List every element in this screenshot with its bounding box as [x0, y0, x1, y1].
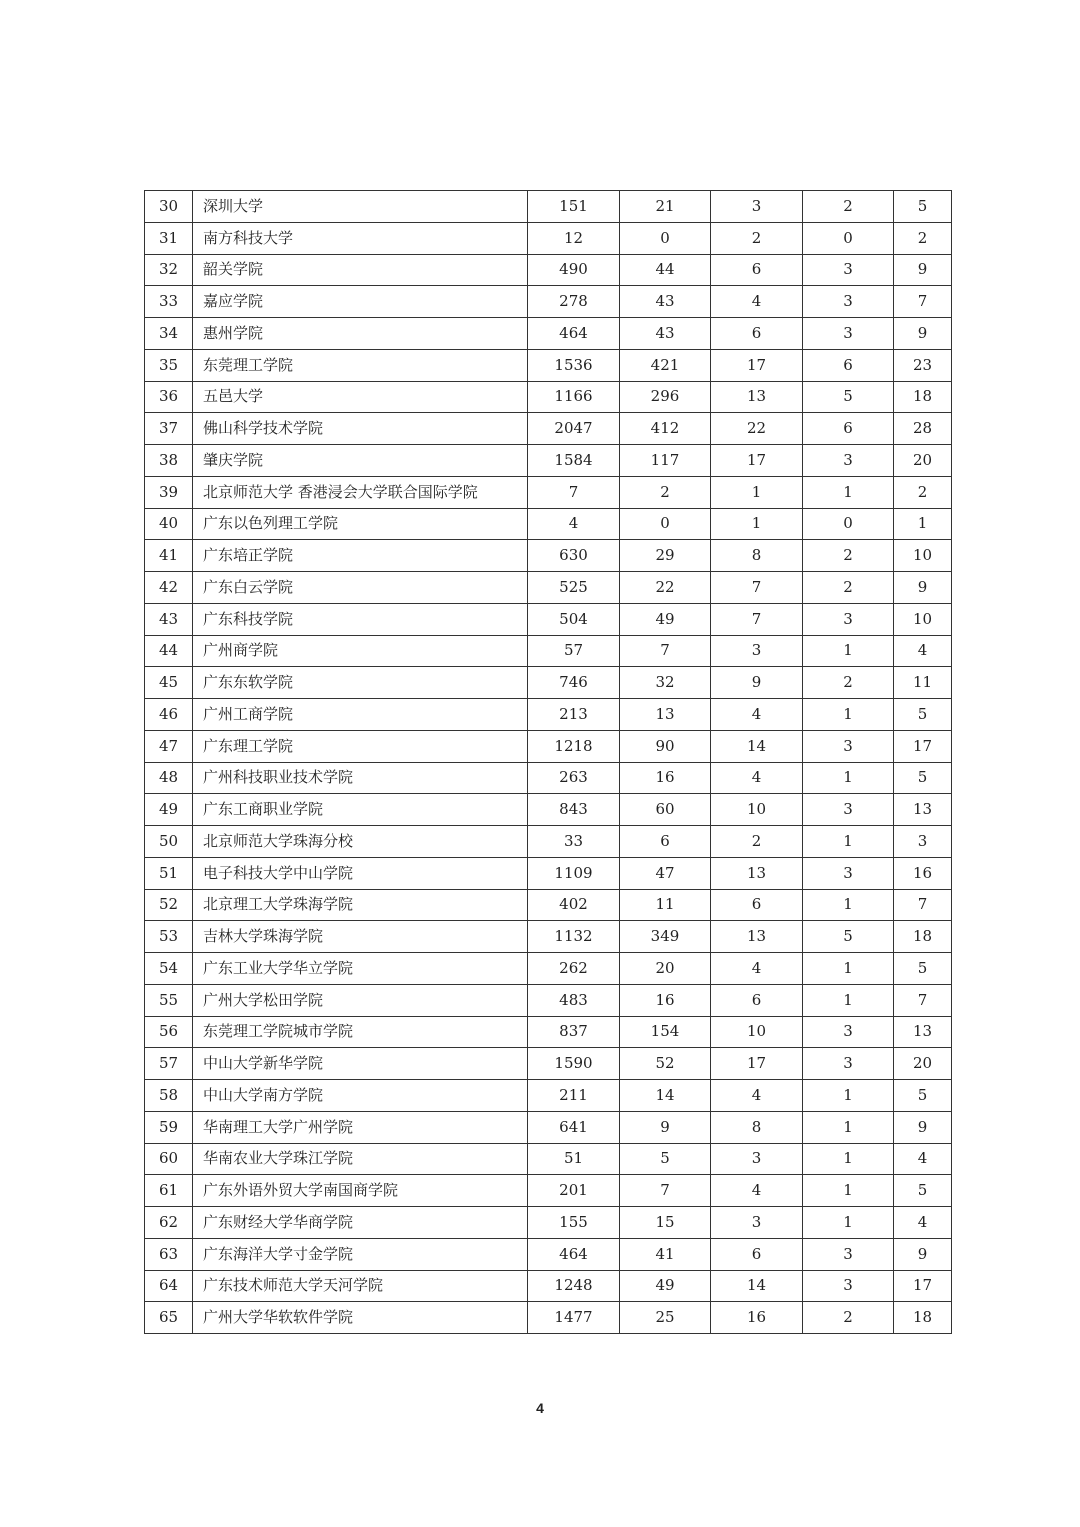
value-c-cell: 4	[711, 699, 803, 731]
table-body	[145, 191, 952, 1334]
institution-name-cell: 佛山科学技术学院	[193, 413, 528, 445]
value-d-cell: 1	[803, 1111, 894, 1143]
value-c-cell: 6	[711, 889, 803, 921]
value-b-cell: 41	[620, 1238, 711, 1270]
row-index-cell: 40	[145, 508, 193, 540]
value-b-cell: 0	[620, 222, 711, 254]
table-row	[145, 572, 952, 604]
value-d-cell: 3	[803, 857, 894, 889]
value-c-cell: 17	[711, 1048, 803, 1080]
value-total-cell: 16	[894, 857, 952, 889]
institution-name-cell: 吉林大学珠海学院	[193, 921, 528, 953]
value-a-cell: 1248	[528, 1270, 620, 1302]
value-c-cell: 6	[711, 254, 803, 286]
table-row	[145, 1270, 952, 1302]
value-d-cell: 3	[803, 286, 894, 318]
value-d-cell: 6	[803, 349, 894, 381]
value-d-cell: 1	[803, 826, 894, 858]
value-a-cell: 483	[528, 984, 620, 1016]
value-d-cell: 3	[803, 318, 894, 350]
value-a-cell: 402	[528, 889, 620, 921]
institution-name-cell: 广东财经大学华商学院	[193, 1207, 528, 1239]
value-total-cell: 9	[894, 318, 952, 350]
value-a-cell: 630	[528, 540, 620, 572]
table-row	[145, 1016, 952, 1048]
value-total-cell: 18	[894, 381, 952, 413]
value-d-cell: 1	[803, 1080, 894, 1112]
table-row	[145, 826, 952, 858]
row-index-cell: 37	[145, 413, 193, 445]
value-total-cell: 18	[894, 1302, 952, 1334]
row-index-cell: 59	[145, 1111, 193, 1143]
institution-name-cell: 广东东软学院	[193, 667, 528, 699]
value-d-cell: 5	[803, 381, 894, 413]
value-total-cell: 20	[894, 1048, 952, 1080]
value-b-cell: 7	[620, 1175, 711, 1207]
value-a-cell: 201	[528, 1175, 620, 1207]
value-total-cell: 9	[894, 1111, 952, 1143]
institution-name-cell: 广东以色列理工学院	[193, 508, 528, 540]
table-row	[145, 445, 952, 477]
value-total-cell: 5	[894, 191, 952, 223]
row-index-cell: 62	[145, 1207, 193, 1239]
value-a-cell: 525	[528, 572, 620, 604]
data-table	[144, 190, 952, 1334]
value-a-cell: 278	[528, 286, 620, 318]
value-total-cell: 5	[894, 1175, 952, 1207]
table-row	[145, 286, 952, 318]
value-total-cell: 4	[894, 1207, 952, 1239]
value-b-cell: 21	[620, 191, 711, 223]
value-c-cell: 3	[711, 1207, 803, 1239]
institution-name-cell: 广州大学松田学院	[193, 984, 528, 1016]
row-index-cell: 56	[145, 1016, 193, 1048]
row-index-cell: 48	[145, 762, 193, 794]
value-c-cell: 3	[711, 1143, 803, 1175]
table-row	[145, 476, 952, 508]
value-a-cell: 4	[528, 508, 620, 540]
table-row	[145, 603, 952, 635]
value-a-cell: 7	[528, 476, 620, 508]
value-d-cell: 3	[803, 445, 894, 477]
institution-name-cell: 广东工业大学华立学院	[193, 953, 528, 985]
value-c-cell: 14	[711, 1270, 803, 1302]
row-index-cell: 35	[145, 349, 193, 381]
value-a-cell: 1109	[528, 857, 620, 889]
value-d-cell: 1	[803, 953, 894, 985]
value-a-cell: 504	[528, 603, 620, 635]
value-b-cell: 13	[620, 699, 711, 731]
value-total-cell: 23	[894, 349, 952, 381]
value-b-cell: 22	[620, 572, 711, 604]
value-d-cell: 1	[803, 762, 894, 794]
value-d-cell: 3	[803, 730, 894, 762]
row-index-cell: 43	[145, 603, 193, 635]
value-a-cell: 1536	[528, 349, 620, 381]
table-row	[145, 762, 952, 794]
value-d-cell: 5	[803, 921, 894, 953]
institution-name-cell: 华南理工大学广州学院	[193, 1111, 528, 1143]
value-b-cell: 43	[620, 318, 711, 350]
institution-name-cell: 东莞理工学院城市学院	[193, 1016, 528, 1048]
value-b-cell: 5	[620, 1143, 711, 1175]
row-index-cell: 51	[145, 857, 193, 889]
value-total-cell: 10	[894, 603, 952, 635]
institution-name-cell: 惠州学院	[193, 318, 528, 350]
table-row	[145, 413, 952, 445]
value-d-cell: 3	[803, 254, 894, 286]
value-total-cell: 7	[894, 889, 952, 921]
row-index-cell: 52	[145, 889, 193, 921]
institution-name-cell: 东莞理工学院	[193, 349, 528, 381]
value-d-cell: 3	[803, 794, 894, 826]
institution-name-cell: 广州商学院	[193, 635, 528, 667]
value-total-cell: 18	[894, 921, 952, 953]
institution-name-cell: 广东海洋大学寸金学院	[193, 1238, 528, 1270]
value-c-cell: 13	[711, 921, 803, 953]
table-row	[145, 222, 952, 254]
row-index-cell: 30	[145, 191, 193, 223]
value-c-cell: 4	[711, 286, 803, 318]
value-total-cell: 17	[894, 1270, 952, 1302]
value-total-cell: 9	[894, 572, 952, 604]
value-b-cell: 117	[620, 445, 711, 477]
value-total-cell: 10	[894, 540, 952, 572]
value-c-cell: 3	[711, 635, 803, 667]
value-b-cell: 20	[620, 953, 711, 985]
institution-name-cell: 肇庆学院	[193, 445, 528, 477]
row-index-cell: 50	[145, 826, 193, 858]
value-a-cell: 1584	[528, 445, 620, 477]
table-row	[145, 921, 952, 953]
table-row	[145, 699, 952, 731]
row-index-cell: 39	[145, 476, 193, 508]
value-d-cell: 1	[803, 1175, 894, 1207]
value-total-cell: 13	[894, 794, 952, 826]
value-b-cell: 296	[620, 381, 711, 413]
institution-name-cell: 嘉应学院	[193, 286, 528, 318]
row-index-cell: 33	[145, 286, 193, 318]
value-b-cell: 43	[620, 286, 711, 318]
value-b-cell: 25	[620, 1302, 711, 1334]
value-b-cell: 154	[620, 1016, 711, 1048]
value-a-cell: 151	[528, 191, 620, 223]
value-c-cell: 7	[711, 572, 803, 604]
row-index-cell: 64	[145, 1270, 193, 1302]
value-c-cell: 2	[711, 826, 803, 858]
table-row	[145, 635, 952, 667]
institution-name-cell: 广东工商职业学院	[193, 794, 528, 826]
institution-name-cell: 南方科技大学	[193, 222, 528, 254]
value-a-cell: 51	[528, 1143, 620, 1175]
value-a-cell: 843	[528, 794, 620, 826]
row-index-cell: 61	[145, 1175, 193, 1207]
value-total-cell: 28	[894, 413, 952, 445]
value-total-cell: 5	[894, 762, 952, 794]
value-c-cell: 1	[711, 476, 803, 508]
row-index-cell: 58	[145, 1080, 193, 1112]
institution-name-cell: 广东技术师范大学天河学院	[193, 1270, 528, 1302]
row-index-cell: 54	[145, 953, 193, 985]
value-a-cell: 262	[528, 953, 620, 985]
value-b-cell: 349	[620, 921, 711, 953]
value-d-cell: 2	[803, 191, 894, 223]
value-b-cell: 60	[620, 794, 711, 826]
value-total-cell: 7	[894, 984, 952, 1016]
institution-name-cell: 广东白云学院	[193, 572, 528, 604]
value-b-cell: 29	[620, 540, 711, 572]
value-c-cell: 10	[711, 794, 803, 826]
value-b-cell: 44	[620, 254, 711, 286]
value-c-cell: 4	[711, 762, 803, 794]
table-row	[145, 254, 952, 286]
value-b-cell: 47	[620, 857, 711, 889]
row-index-cell: 65	[145, 1302, 193, 1334]
institution-name-cell: 广东培正学院	[193, 540, 528, 572]
value-d-cell: 3	[803, 603, 894, 635]
value-c-cell: 6	[711, 984, 803, 1016]
value-c-cell: 3	[711, 191, 803, 223]
value-c-cell: 4	[711, 1080, 803, 1112]
value-b-cell: 16	[620, 762, 711, 794]
value-d-cell: 1	[803, 476, 894, 508]
value-c-cell: 13	[711, 381, 803, 413]
value-a-cell: 211	[528, 1080, 620, 1112]
table-row	[145, 667, 952, 699]
value-total-cell: 5	[894, 953, 952, 985]
value-b-cell: 16	[620, 984, 711, 1016]
institution-name-cell: 中山大学南方学院	[193, 1080, 528, 1112]
value-d-cell: 2	[803, 667, 894, 699]
row-index-cell: 49	[145, 794, 193, 826]
value-d-cell: 0	[803, 508, 894, 540]
value-a-cell: 1166	[528, 381, 620, 413]
value-c-cell: 4	[711, 1175, 803, 1207]
value-total-cell: 13	[894, 1016, 952, 1048]
value-total-cell: 1	[894, 508, 952, 540]
value-d-cell: 0	[803, 222, 894, 254]
table-row	[145, 191, 952, 223]
value-a-cell: 490	[528, 254, 620, 286]
table-row	[145, 1175, 952, 1207]
row-index-cell: 46	[145, 699, 193, 731]
value-a-cell: 1590	[528, 1048, 620, 1080]
value-total-cell: 3	[894, 826, 952, 858]
value-d-cell: 1	[803, 889, 894, 921]
value-d-cell: 1	[803, 1143, 894, 1175]
value-c-cell: 1	[711, 508, 803, 540]
institution-name-cell: 广州科技职业技术学院	[193, 762, 528, 794]
value-c-cell: 17	[711, 349, 803, 381]
value-c-cell: 9	[711, 667, 803, 699]
row-index-cell: 57	[145, 1048, 193, 1080]
value-c-cell: 8	[711, 540, 803, 572]
value-d-cell: 3	[803, 1016, 894, 1048]
value-b-cell: 52	[620, 1048, 711, 1080]
row-index-cell: 32	[145, 254, 193, 286]
value-d-cell: 1	[803, 1207, 894, 1239]
page-number: 4	[536, 1400, 544, 1416]
value-a-cell: 12	[528, 222, 620, 254]
value-a-cell: 837	[528, 1016, 620, 1048]
value-c-cell: 2	[711, 222, 803, 254]
value-total-cell: 17	[894, 730, 952, 762]
value-b-cell: 14	[620, 1080, 711, 1112]
institution-name-cell: 北京理工大学珠海学院	[193, 889, 528, 921]
value-b-cell: 15	[620, 1207, 711, 1239]
value-total-cell: 20	[894, 445, 952, 477]
value-c-cell: 6	[711, 318, 803, 350]
value-total-cell: 7	[894, 286, 952, 318]
table-row	[145, 953, 952, 985]
institution-name-cell: 深圳大学	[193, 191, 528, 223]
institution-name-cell: 北京师范大学 香港浸会大学联合国际学院	[193, 476, 528, 508]
institution-name-cell: 广东外语外贸大学南国商学院	[193, 1175, 528, 1207]
row-index-cell: 42	[145, 572, 193, 604]
value-d-cell: 3	[803, 1238, 894, 1270]
institution-name-cell: 韶关学院	[193, 254, 528, 286]
value-d-cell: 6	[803, 413, 894, 445]
value-total-cell: 4	[894, 1143, 952, 1175]
table-row	[145, 381, 952, 413]
institution-name-cell: 广东科技学院	[193, 603, 528, 635]
value-b-cell: 0	[620, 508, 711, 540]
value-c-cell: 14	[711, 730, 803, 762]
value-b-cell: 90	[620, 730, 711, 762]
value-b-cell: 11	[620, 889, 711, 921]
value-d-cell: 2	[803, 1302, 894, 1334]
value-a-cell: 746	[528, 667, 620, 699]
row-index-cell: 63	[145, 1238, 193, 1270]
row-index-cell: 44	[145, 635, 193, 667]
institution-name-cell: 广州工商学院	[193, 699, 528, 731]
value-a-cell: 641	[528, 1111, 620, 1143]
table-row	[145, 1207, 952, 1239]
value-total-cell: 11	[894, 667, 952, 699]
value-total-cell: 5	[894, 699, 952, 731]
table-row	[145, 1238, 952, 1270]
institution-name-cell: 广州大学华软软件学院	[193, 1302, 528, 1334]
value-total-cell: 5	[894, 1080, 952, 1112]
value-d-cell: 2	[803, 540, 894, 572]
value-c-cell: 17	[711, 445, 803, 477]
value-b-cell: 421	[620, 349, 711, 381]
value-b-cell: 412	[620, 413, 711, 445]
table-row	[145, 540, 952, 572]
value-b-cell: 7	[620, 635, 711, 667]
value-b-cell: 49	[620, 1270, 711, 1302]
row-index-cell: 47	[145, 730, 193, 762]
table-row	[145, 794, 952, 826]
value-total-cell: 9	[894, 1238, 952, 1270]
value-a-cell: 263	[528, 762, 620, 794]
row-index-cell: 45	[145, 667, 193, 699]
value-c-cell: 13	[711, 857, 803, 889]
value-total-cell: 2	[894, 476, 952, 508]
value-c-cell: 16	[711, 1302, 803, 1334]
table-row	[145, 349, 952, 381]
row-index-cell: 60	[145, 1143, 193, 1175]
table-row	[145, 857, 952, 889]
table-row	[145, 1143, 952, 1175]
table-row	[145, 889, 952, 921]
value-c-cell: 8	[711, 1111, 803, 1143]
value-a-cell: 464	[528, 318, 620, 350]
row-index-cell: 31	[145, 222, 193, 254]
table-row	[145, 984, 952, 1016]
value-c-cell: 6	[711, 1238, 803, 1270]
value-b-cell: 2	[620, 476, 711, 508]
value-a-cell: 2047	[528, 413, 620, 445]
table-row	[145, 318, 952, 350]
value-c-cell: 4	[711, 953, 803, 985]
value-d-cell: 1	[803, 699, 894, 731]
value-b-cell: 9	[620, 1111, 711, 1143]
value-b-cell: 49	[620, 603, 711, 635]
table-row	[145, 1302, 952, 1334]
table-row	[145, 508, 952, 540]
row-index-cell: 41	[145, 540, 193, 572]
table-row	[145, 1080, 952, 1112]
value-a-cell: 1477	[528, 1302, 620, 1334]
value-d-cell: 3	[803, 1270, 894, 1302]
table-row	[145, 1111, 952, 1143]
value-c-cell: 7	[711, 603, 803, 635]
institution-name-cell: 电子科技大学中山学院	[193, 857, 528, 889]
table-row	[145, 1048, 952, 1080]
row-index-cell: 36	[145, 381, 193, 413]
value-c-cell: 10	[711, 1016, 803, 1048]
value-a-cell: 1218	[528, 730, 620, 762]
row-index-cell: 38	[145, 445, 193, 477]
value-b-cell: 6	[620, 826, 711, 858]
value-c-cell: 22	[711, 413, 803, 445]
value-a-cell: 213	[528, 699, 620, 731]
value-a-cell: 57	[528, 635, 620, 667]
institution-name-cell: 北京师范大学珠海分校	[193, 826, 528, 858]
value-d-cell: 1	[803, 635, 894, 667]
table-row	[145, 730, 952, 762]
institution-name-cell: 中山大学新华学院	[193, 1048, 528, 1080]
value-a-cell: 464	[528, 1238, 620, 1270]
value-a-cell: 155	[528, 1207, 620, 1239]
value-d-cell: 1	[803, 984, 894, 1016]
value-a-cell: 33	[528, 826, 620, 858]
value-b-cell: 32	[620, 667, 711, 699]
institution-name-cell: 华南农业大学珠江学院	[193, 1143, 528, 1175]
value-total-cell: 2	[894, 222, 952, 254]
value-total-cell: 4	[894, 635, 952, 667]
value-total-cell: 9	[894, 254, 952, 286]
value-d-cell: 3	[803, 1048, 894, 1080]
institution-name-cell: 广东理工学院	[193, 730, 528, 762]
row-index-cell: 34	[145, 318, 193, 350]
value-d-cell: 2	[803, 572, 894, 604]
value-a-cell: 1132	[528, 921, 620, 953]
row-index-cell: 55	[145, 984, 193, 1016]
institution-name-cell: 五邑大学	[193, 381, 528, 413]
row-index-cell: 53	[145, 921, 193, 953]
